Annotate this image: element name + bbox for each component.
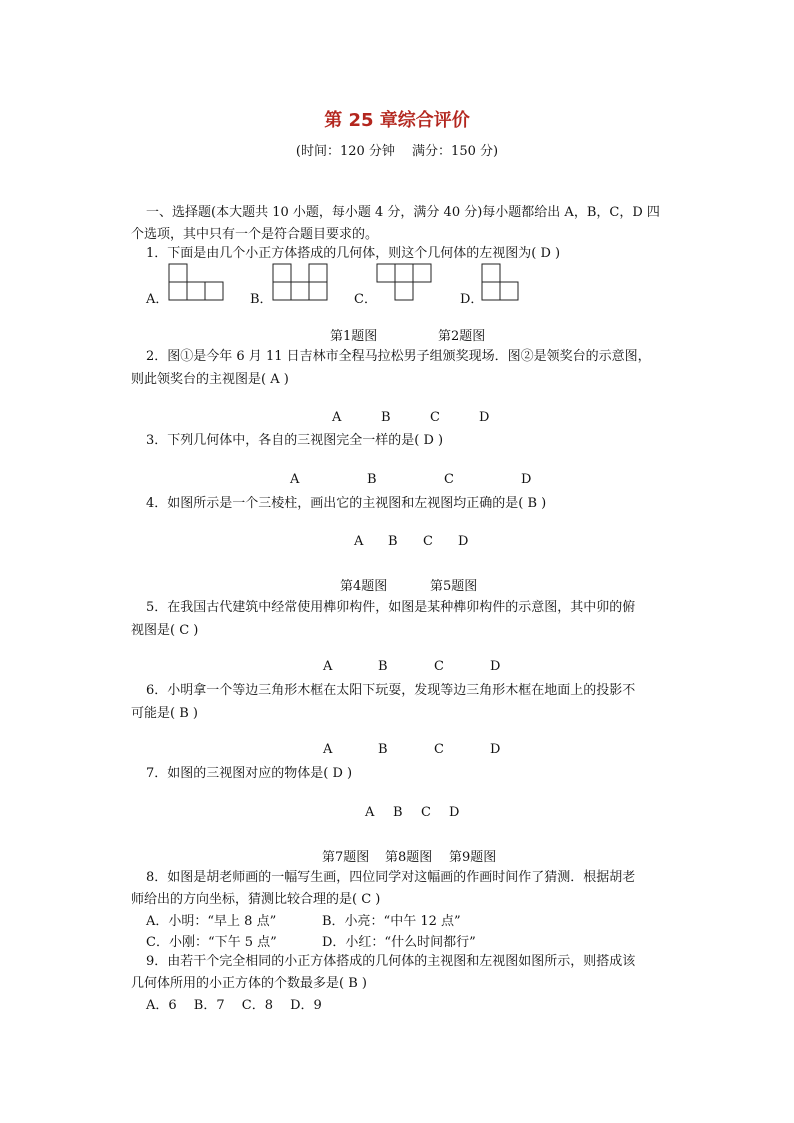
q4-option-b: B [388, 534, 398, 549]
question-3-options [0, 472, 794, 492]
q2-option-b: B [381, 410, 391, 425]
q6-option-b: B [378, 742, 388, 757]
q1-option-c-label: C． [354, 292, 377, 307]
question-7-text: 7．如图的三视图对应的物体是( D ) [146, 766, 353, 781]
q7-option-d: D [449, 805, 460, 820]
q8-option-a: A．小明：“早上 8 点” [146, 914, 277, 929]
question-5-options [0, 659, 794, 679]
q1-option-d-figure [481, 263, 521, 303]
q7-option-b: B [393, 805, 403, 820]
q1-option-b-figure [272, 263, 330, 303]
q5-option-c: C [434, 659, 444, 674]
figure-caption-q8: 第8题图 [385, 850, 433, 865]
question-2-options [0, 410, 794, 430]
q1-option-d-label: D． [460, 292, 484, 307]
q6-option-d: D [490, 742, 501, 757]
q1-option-b-label: B． [250, 292, 273, 307]
q5-option-a: A [323, 659, 333, 674]
question-5-line-1: 5．在我国古代建筑中经常使用榫卯构件，如图是某种榫卯构件的示意图，其中卯的俯 [146, 600, 636, 615]
q3-option-c: C [444, 472, 454, 487]
q3-option-b: B [367, 472, 377, 487]
question-6-line-2: 可能是( B ) [131, 706, 198, 721]
question-8-line-2: 师给出的方向坐标，猜测比较合理的是( C ) [131, 892, 381, 907]
q4-option-a: A [354, 534, 364, 549]
q6-option-a: A [323, 742, 333, 757]
question-9-options: A．6 B．7 C．8 D．9 [146, 998, 322, 1013]
question-3-text: 3．下列几何体中，各自的三视图完全一样的是( D ) [146, 433, 444, 448]
figure-caption-q2: 第2题图 [438, 329, 486, 344]
section-intro-line-2: 个选项，其中只有一个是符合题目要求的。 [131, 227, 379, 242]
question-6-options [0, 742, 794, 762]
exam-time-score: (时间：120 分钟 满分：150 分) [295, 144, 499, 159]
q1-option-a-label: A． [146, 292, 169, 307]
question-4-options [0, 534, 794, 554]
question-7-options [0, 805, 794, 825]
question-9-line-1: 9．由若干个完全相同的小正方体搭成的几何体的主视图和左视图如图所示，则搭成该 [146, 954, 636, 969]
figure-caption-q1: 第1题图 [330, 329, 378, 344]
q8-option-d: D．小红：“什么时间都行” [322, 935, 476, 950]
figure-caption-q5: 第5题图 [430, 579, 478, 594]
q8-option-c: C．小刚：“下午 5 点” [146, 935, 277, 950]
question-9-line-2: 几何体所用的小正方体的个数最多是( B ) [131, 976, 367, 991]
q2-option-c: C [430, 410, 440, 425]
question-8-line-1: 8．如图是胡老师画的一幅写生画，四位同学对这幅画的作画时间作了猜测．根据胡老 [146, 870, 636, 885]
figure-caption-q9: 第9题图 [449, 850, 497, 865]
figure-caption-q4: 第4题图 [340, 579, 388, 594]
question-2-line-1: 2．图①是今年 6 月 11 日吉林市全程马拉松男子组颁奖现场．图②是领奖台的示意图， [146, 349, 651, 364]
section-intro-line-1: 一、选择题(本大题共 10 小题，每小题 4 分，满分 40 分)每小题都给出 A，B，C，D 四 [146, 205, 660, 220]
q1-option-c-figure [376, 263, 434, 303]
question-1-text: 1．下面是由几个小正方体搭成的几何体，则这个几何体的左视图为( D ) [146, 246, 561, 261]
q2-option-a: A [332, 410, 342, 425]
q5-option-d: D [490, 659, 501, 674]
question-5-line-2: 视图是( C ) [131, 623, 199, 638]
q2-option-d: D [479, 410, 490, 425]
question-2-line-2: 则此领奖台的主视图是( A ) [131, 372, 289, 387]
figure-caption-q7: 第7题图 [322, 850, 370, 865]
q1-option-a-figure [168, 263, 226, 303]
question-6-line-1: 6．小明拿一个等边三角形木框在太阳下玩耍，发现等边三角形木框在地面上的投影不 [146, 683, 636, 698]
q4-option-d: D [458, 534, 469, 549]
q7-option-c: C [421, 805, 431, 820]
q3-option-a: A [290, 472, 300, 487]
question-4-text: 4．如图所示是一个三棱柱，画出它的主视图和左视图均正确的是( B ) [146, 496, 547, 511]
q8-option-b: B．小亮：“中午 12 点” [322, 914, 461, 929]
page-title: 第 25 章综合评价 [324, 110, 470, 131]
q3-option-d: D [521, 472, 532, 487]
q4-option-c: C [423, 534, 433, 549]
q6-option-c: C [434, 742, 444, 757]
q5-option-b: B [378, 659, 388, 674]
q7-option-a: A [365, 805, 375, 820]
